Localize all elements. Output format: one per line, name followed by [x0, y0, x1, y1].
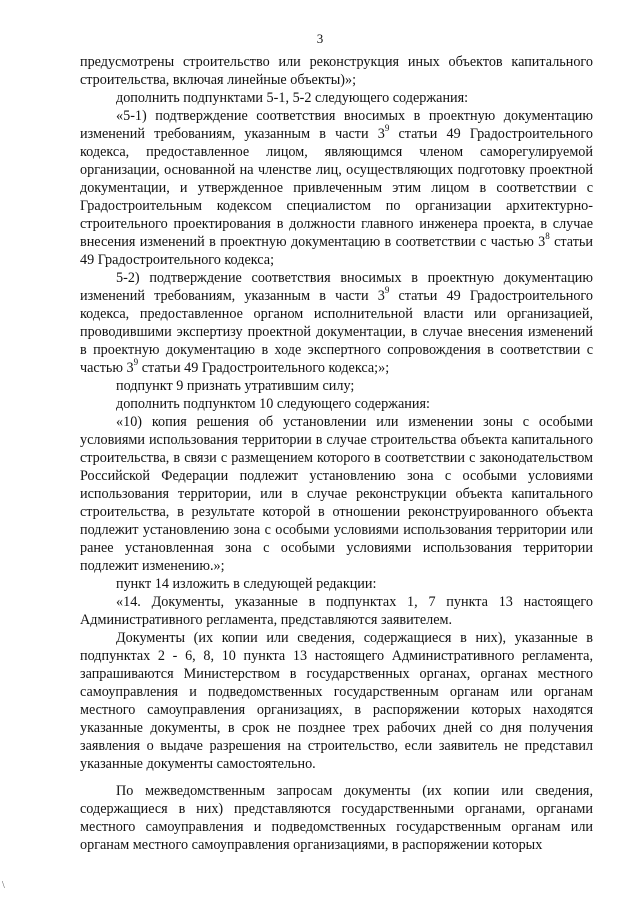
paragraph-10: Документы (их копии или сведения, содержащиеся в них), указанные в подпунктах 2 - 6, 8, 10 пункта 13 настоящего Административного регламента, запрашиваются Министерством в государственных органах, органах местного самоуправления и подведомственных государственным органам или органам местного самоуправления организациях, в распоряжении которых находятся указанные документы, в срок не позднее трех рабочих дней со дня получения заявления о выдаче разрешения на строительство, если заявитель не представил указанные документы самостоятельно.	[80, 630, 593, 772]
paragraph-11: По межведомственным запросам документы (их копии или сведения, содержащиеся в них) представляются государственными органами, органами местного самоуправления и подведомственных государственным органам или органам местного самоуправления организациями, в распоряжении которых	[80, 783, 593, 853]
paragraph-9: «14. Документы, указанные в подпунктах 1, 7 пункта 13 настоящего Административного регламента, представляются заявителем.	[80, 594, 593, 628]
paragraph-4: 5-2) подтверждение соответствия вносимых в проектную документацию изменений требованиям, указанным в части $3^9$ статьи 49 Градостроительного кодекса, предоставленное органом исполнительной власти или организацией, проводившими экспертизу проектной документации, в случае внесения изменений в проектную документацию в ходе экспертного сопровождения в соответствии с частью $3^9$ статьи 49 Градостроительного кодекса;»;	[80, 270, 593, 376]
page-number: 3	[316, 31, 324, 46]
paragraph-3: «5-1) подтверждение соответствия вносимых в проектную документацию изменений требованиям, указанным в части $3^9$ статьи 49 Градостроительного кодекса, предоставленное лицом, являющимся членом саморегулируемой организации, основанной на членстве лиц, осуществляющих подготовку проектной документации, и утвержденное привлеченным этим лицом в соответствии с Градостроительным кодексом специалистом по организации архитектурно-строительного проектирования в должности главного инженера проекта, в случае внесения изменений в проектную документацию в соответствии с частью $3^8$ статьи 49 Градостроительного кодекса;	[80, 108, 593, 268]
scan-corner-mark: \	[2, 880, 5, 891]
body-text	[80, 53, 593, 854]
paragraph-2: дополнить подпунктами 5-1, 5-2 следующего содержания:	[116, 90, 469, 106]
paragraph-7: «10) копия решения об установлении или изменении зоны с особыми условиями использования территории в случае строительства объекта капитального строительства, в связи с размещением которого в соответствии с законодательством Российской Федерации подлежит установлению зона с особыми условиями использования территории, или в случае реконструкции объекта капитального строительства, в результате которой в отношении реконструированного объекта подлежит установлению зона с особыми условиями использования территории или ранее установленная зона с особыми условиями использования территории подлежит изменению.»;	[80, 414, 593, 574]
paragraph-5: подпункт 9 признать утратившим силу;	[116, 378, 355, 394]
paragraph-1: предусмотрены строительство или реконструкция иных объектов капитального строительства, включая линейные объекты)»;	[80, 54, 593, 88]
paragraph-6: дополнить подпунктом 10 следующего содержания:	[116, 396, 430, 412]
paragraph-8: пункт 14 изложить в следующей редакции:	[116, 576, 377, 592]
